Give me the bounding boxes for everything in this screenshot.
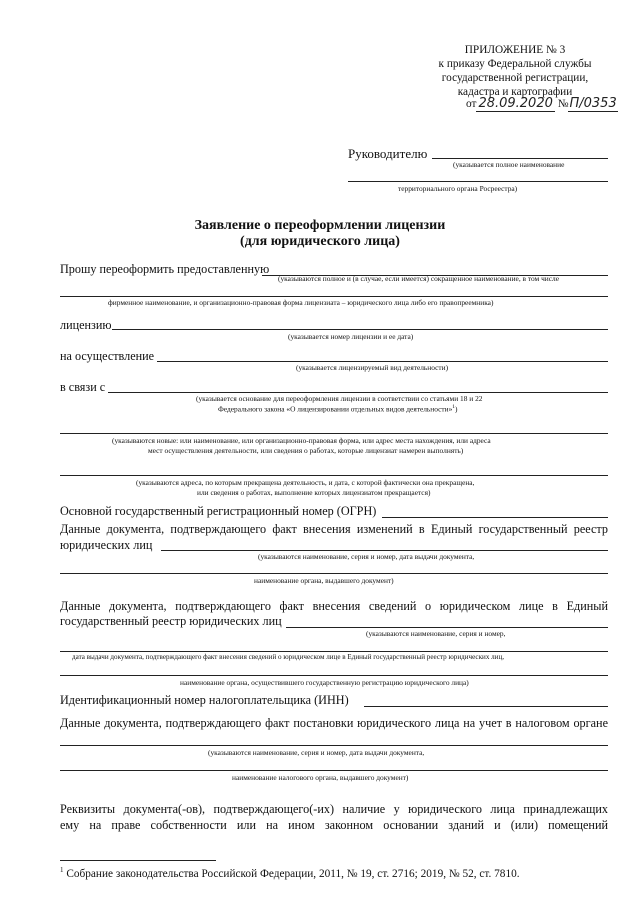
ogrn-field[interactable] bbox=[382, 517, 608, 518]
requisites-line-2: ему на праве собственности или на ином законном основании зданий и (или) помещений bbox=[60, 818, 608, 832]
footnote-separator bbox=[60, 860, 216, 861]
tax-hint-2: наименование налогового органа, выдавшего документ) bbox=[232, 773, 409, 782]
inn-label: Идентификационный номер налогоплательщика (ИНН) bbox=[60, 693, 349, 707]
egrul-entry-field-3[interactable] bbox=[60, 675, 608, 676]
appendix-line-1: к приказу Федеральной службы bbox=[438, 58, 592, 70]
egrul-entry-hint-2: дата выдачи документа, подтверждающего факт внесения сведений о юридическом лице в Единый государственный реестр юридических лиц, bbox=[72, 653, 505, 661]
license-number-field[interactable] bbox=[112, 329, 608, 330]
tax-hint-1: (указываются наименование, серия и номер, дата выдачи документа, bbox=[208, 748, 425, 757]
footnote bbox=[60, 866, 520, 880]
activity-field[interactable] bbox=[157, 361, 608, 362]
egrul-change-hint-2: наименование органа, выдавшего документ) bbox=[254, 576, 394, 585]
addressee-label: Руководителю bbox=[348, 146, 428, 161]
document-subtitle: (для юридического лица) bbox=[240, 234, 400, 249]
requisites-line-1: Реквизиты документа(-ов), подтверждающего(-их) наличие у юридического лица принадлежащих bbox=[60, 802, 608, 816]
new-details-field[interactable] bbox=[60, 433, 608, 434]
footnote-mark: 1 bbox=[60, 866, 64, 874]
number-prefix: № bbox=[557, 98, 569, 110]
appendix-title: ПРИЛОЖЕНИЕ № 3 bbox=[464, 44, 566, 56]
stopped-hint-2: или сведения о работах, выполнение которых лицензиатом прекращается) bbox=[197, 488, 431, 497]
order-date: 28.09.2020 bbox=[478, 96, 553, 111]
order-number: П/0353 bbox=[569, 96, 617, 111]
egrul-change-field-2[interactable] bbox=[60, 573, 608, 574]
egrul-entry-field[interactable] bbox=[286, 627, 608, 628]
reason-hint-2 bbox=[218, 404, 458, 413]
footnote-text: Собрание законодательства Российской Федерации, 2011, № 19, ст. 2716; 2019, № 52, ст. 7810. bbox=[66, 867, 520, 880]
document-title: Заявление о переоформлении лицензии bbox=[194, 218, 446, 233]
tax-doc-field-2[interactable] bbox=[60, 770, 608, 771]
addressee-hint-2: территориального органа Росреестра) bbox=[398, 184, 518, 193]
egrul-entry-hint-3: наименование органа, осуществившего государственную регистрацию юридического лица) bbox=[180, 678, 469, 687]
stopped-hint-1: (указываются адреса, по которым прекращена деятельность, и дата, с которой фактически она прекращена, bbox=[136, 478, 475, 487]
request-hint-2: фирменное наименование, и организационно-правовая форма лицензиата – юридического лица либо его правопреемника) bbox=[108, 298, 494, 307]
tax-doc-field[interactable] bbox=[60, 745, 608, 746]
addressee-field-line[interactable] bbox=[432, 158, 608, 159]
egrul-entry-line-2: государственный реестр юридических лиц bbox=[60, 614, 282, 628]
egrul-change-line-2: юридических лиц bbox=[60, 538, 153, 552]
egrul-entry-hint-1: (указываются наименование, серия и номер, bbox=[366, 629, 506, 638]
activity-hint: (указывается лицензируемый вид деятельности) bbox=[296, 363, 449, 372]
egrul-change-field[interactable] bbox=[161, 550, 608, 551]
egrul-entry-line-1: Данные документа, подтверждающего факт внесения сведений о юридическом лице в Единый bbox=[60, 599, 608, 613]
new-details-hint-2: мест осуществления деятельности, или сведения о работах, которые лицензиат намерен выполнять) bbox=[148, 446, 464, 455]
egrul-change-line-1: Данные документа, подтверждающего факт внесения изменений в Единый государственный реестр bbox=[60, 522, 608, 536]
license-hint: (указывается номер лицензии и ее дата) bbox=[288, 332, 414, 341]
licensee-name-field-2[interactable] bbox=[60, 296, 608, 297]
stopped-activity-field[interactable] bbox=[60, 475, 608, 476]
order-date-row bbox=[466, 96, 618, 111]
egrul-change-hint-1: (указываются наименование, серия и номер, дата выдачи документа, bbox=[258, 552, 475, 561]
appendix-line-2: государственной регистрации, bbox=[441, 72, 589, 84]
egrul-entry-field-2[interactable] bbox=[60, 651, 608, 652]
reason-label: в связи с bbox=[60, 380, 106, 394]
activity-label: на осуществление bbox=[60, 349, 155, 363]
tax-registration-line: Данные документа, подтверждающего факт постановки юридического лица на учет в налоговом органе bbox=[60, 716, 608, 730]
license-label: лицензию bbox=[60, 318, 112, 332]
date-prefix: от bbox=[466, 98, 477, 110]
addressee-hint-1: (указывается полное наименование bbox=[453, 160, 565, 169]
reason-hint-1: (указывается основание для переоформления лицензии в соответствии со статьями 18 и 22 bbox=[196, 394, 483, 403]
addressee-field-line-2[interactable] bbox=[348, 181, 608, 182]
reason-field[interactable] bbox=[108, 392, 608, 393]
request-label: Прошу переоформить предоставленную bbox=[60, 262, 270, 276]
request-hint-1: (указываются полное и (в случае, если имеется) сокращенное наименование, в том числе bbox=[278, 274, 559, 283]
ogrn-label: Основной государственный регистрационный номер (ОГРН) bbox=[60, 504, 377, 518]
reason-hint-2-end: ) bbox=[455, 404, 458, 414]
new-details-hint-1: (указываются новые: или наименование, или организационно-правовая форма, или адрес места нахождения, или адреса bbox=[112, 436, 491, 445]
footnote-ref: 1 bbox=[452, 404, 456, 410]
reason-hint-2-text: Федерального закона «О лицензировании отдельных видов деятельности» bbox=[218, 404, 453, 414]
appendix-line-3: кадастра и картографии bbox=[457, 86, 573, 98]
inn-field[interactable] bbox=[364, 706, 608, 707]
